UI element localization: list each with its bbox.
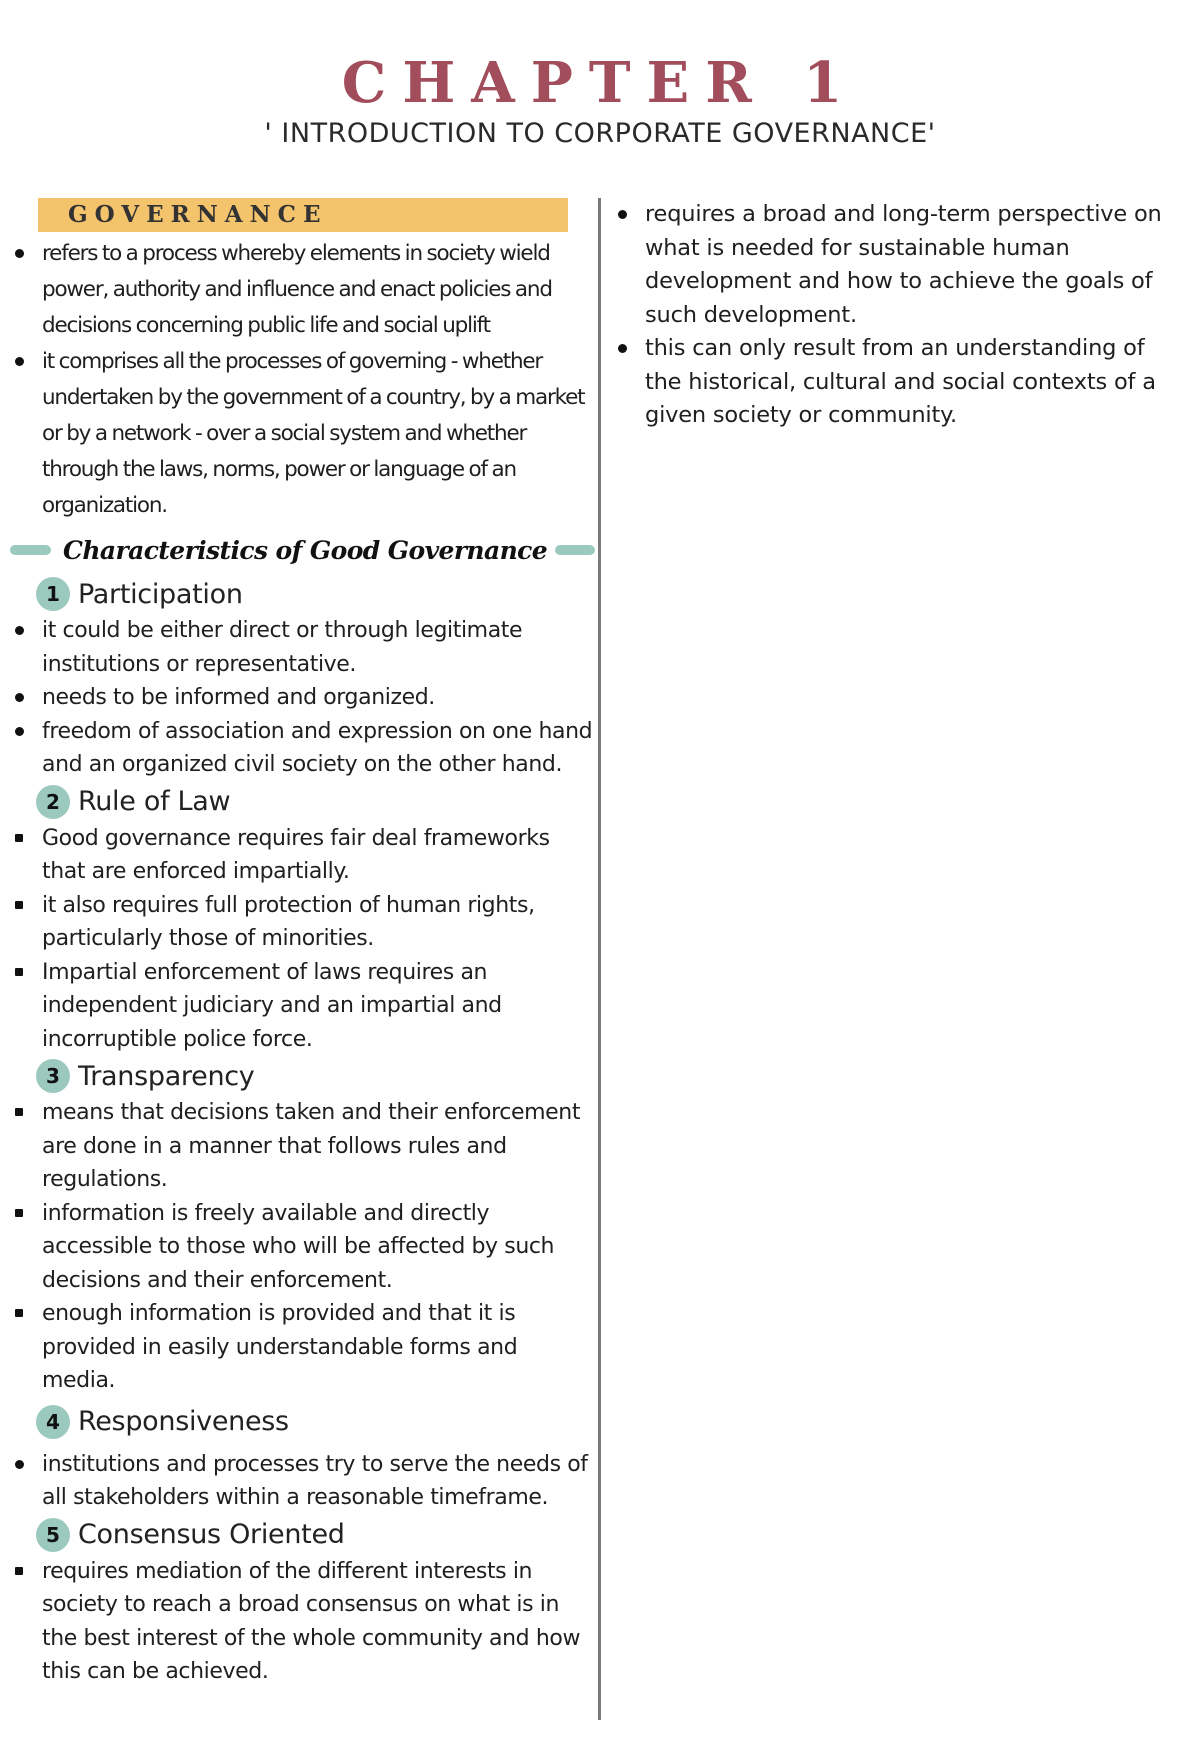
list-item: information is freely available and directly accessible to those who will be affected by such decisions and their enforcement. xyxy=(10,1197,595,1298)
list-item: it also requires full protection of human rights, particularly those of minorities. xyxy=(10,889,595,956)
rule-of-law-list xyxy=(10,822,595,1057)
list-item: Impartial enforcement of laws requires an independent judiciary and an impartial and incorruptible police force. xyxy=(10,956,595,1057)
item-heading-consensus-oriented xyxy=(36,1515,595,1555)
consensus-continued-list xyxy=(613,198,1183,433)
governance-list xyxy=(10,236,595,524)
responsiveness-list xyxy=(10,1448,595,1515)
characteristics-heading xyxy=(10,530,595,570)
list-item: enough information is provided and that it is provided in easily understandable forms and media. xyxy=(10,1297,595,1398)
list-item: requires mediation of the different interests in society to reach a broad consensus on what is in the best interest of the whole community and how this can be achieved. xyxy=(10,1555,595,1689)
list-item: this can only result from an understanding of the historical, cultural and social contexts of a given society or community. xyxy=(613,332,1183,433)
list-item: freedom of association and expression on one hand and an organized civil society on the other hand. xyxy=(10,715,595,782)
list-item: Good governance requires fair deal frameworks that are enforced impartially. xyxy=(10,822,595,889)
number-badge: 4 xyxy=(36,1405,70,1439)
item-label: Transparency xyxy=(78,1060,255,1092)
left-column xyxy=(10,198,595,1689)
item-heading-rule-of-law xyxy=(36,782,595,822)
item-heading-transparency xyxy=(36,1056,595,1096)
item-label: Participation xyxy=(78,578,243,610)
list-item: needs to be informed and organized. xyxy=(10,681,595,715)
list-item: it could be either direct or through legitimate institutions or representative. xyxy=(10,614,595,681)
number-badge: 1 xyxy=(36,577,70,611)
consensus-oriented-list xyxy=(10,1555,595,1689)
item-label: Rule of Law xyxy=(78,786,231,817)
heading-bar-right xyxy=(555,545,595,555)
number-badge: 3 xyxy=(36,1059,70,1093)
item-label: Responsiveness xyxy=(78,1406,289,1437)
right-column xyxy=(613,198,1183,433)
transparency-list xyxy=(10,1096,595,1398)
heading-bar-left xyxy=(10,545,51,555)
list-item: institutions and processes try to serve the needs of all stakeholders within a reasonable timeframe. xyxy=(10,1448,595,1515)
list-item: requires a broad and long-term perspective on what is needed for sustainable human development and how to achieve the goals of such development. xyxy=(613,198,1183,332)
participation-list xyxy=(10,614,595,782)
characteristics-title: Characteristics of Good Governance xyxy=(63,535,548,565)
list-item: refers to a process whereby elements in society wield power, authority and influence and enact policies and decisions concerning public life and social uplift xyxy=(10,236,595,344)
item-label: Consensus Oriented xyxy=(78,1519,345,1550)
list-item: means that decisions taken and their enforcement are done in a manner that follows rules and regulations. xyxy=(10,1096,595,1197)
chapter-title: CHAPTER 1 xyxy=(341,50,859,116)
item-heading-responsiveness xyxy=(36,1402,595,1442)
chapter-subtitle: ' INTRODUCTION TO CORPORATE GOVERNANCE' xyxy=(264,118,936,149)
list-item: it comprises all the processes of governing - whether undertaken by the government of a country, by a market or by a network - over a social system and whether through the laws, norms, power or language of an organization. xyxy=(10,344,595,524)
item-heading-participation xyxy=(36,574,595,614)
column-divider xyxy=(598,198,601,1720)
number-badge: 2 xyxy=(36,785,70,819)
governance-banner: GOVERNANCE xyxy=(38,198,568,232)
number-badge: 5 xyxy=(36,1518,70,1552)
